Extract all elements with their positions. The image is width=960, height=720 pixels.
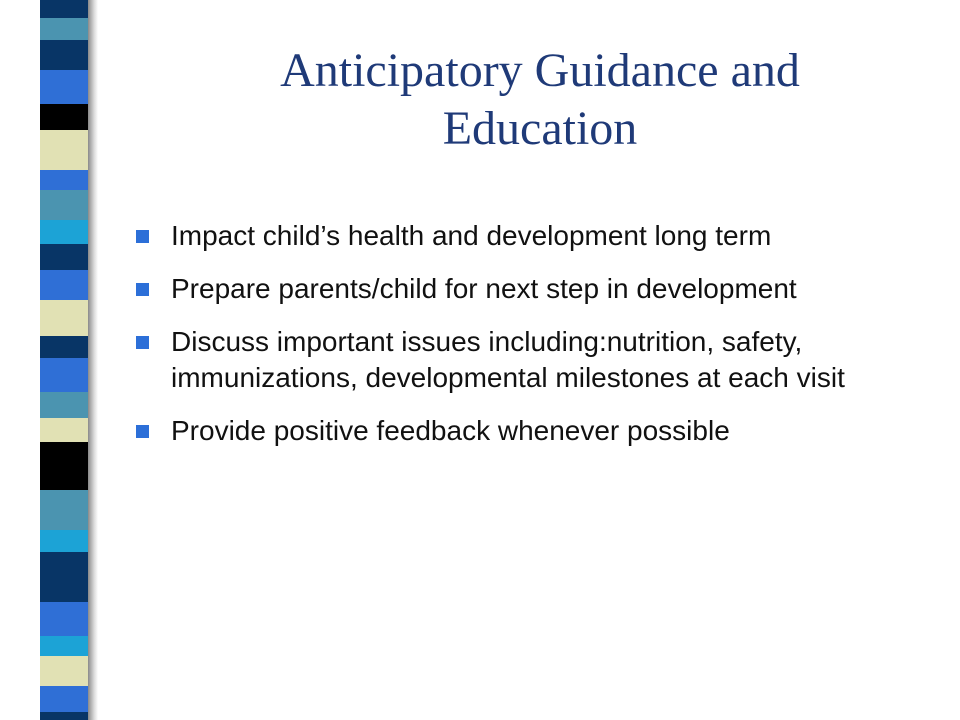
bullet-text: Provide positive feedback whenever possible [171, 415, 730, 446]
stripe-block [40, 70, 88, 104]
stripe-shadow [88, 0, 98, 720]
bullet-square-icon [136, 336, 149, 349]
stripe-block [40, 244, 88, 270]
stripe-block [40, 686, 88, 712]
bullet-square-icon [136, 283, 149, 296]
bullet-text: Prepare parents/child for next step in development [171, 273, 797, 304]
stripe-block [40, 358, 88, 392]
stripe-block [40, 552, 88, 602]
stripe-block [40, 0, 88, 18]
stripe-block [40, 300, 88, 336]
stripe-block [40, 442, 88, 490]
slide-title-line-1: Anticipatory Guidance and [280, 44, 800, 97]
stripe-block [40, 530, 88, 552]
slide-title [160, 42, 920, 158]
stripe-block [40, 104, 88, 130]
stripe-block [40, 220, 88, 244]
decorative-stripe [40, 0, 88, 720]
stripe-block [40, 418, 88, 442]
stripe-block [40, 656, 88, 686]
stripe-block [40, 490, 88, 530]
stripe-block [40, 602, 88, 636]
bullet-text: Discuss important issues including:nutrition, safety, immunizations, developmental milestones at each visit [171, 326, 845, 393]
stripe-block [40, 392, 88, 418]
stripe-block [40, 712, 88, 720]
bullet-item [136, 218, 926, 254]
stripe-block [40, 18, 88, 40]
bullet-item [136, 271, 926, 307]
stripe-block [40, 336, 88, 358]
stripe-block [40, 270, 88, 300]
bullet-list [136, 218, 926, 466]
bullet-text: Impact child’s health and development long term [171, 220, 772, 251]
stripe-block [40, 40, 88, 70]
bullet-item [136, 413, 926, 449]
bullet-item [136, 324, 926, 396]
stripe-block [40, 190, 88, 220]
bullet-square-icon [136, 230, 149, 243]
stripe-block [40, 130, 88, 170]
bullet-square-icon [136, 425, 149, 438]
stripe-block [40, 170, 88, 190]
slide-title-line-2: Education [442, 102, 638, 155]
stripe-block [40, 636, 88, 656]
